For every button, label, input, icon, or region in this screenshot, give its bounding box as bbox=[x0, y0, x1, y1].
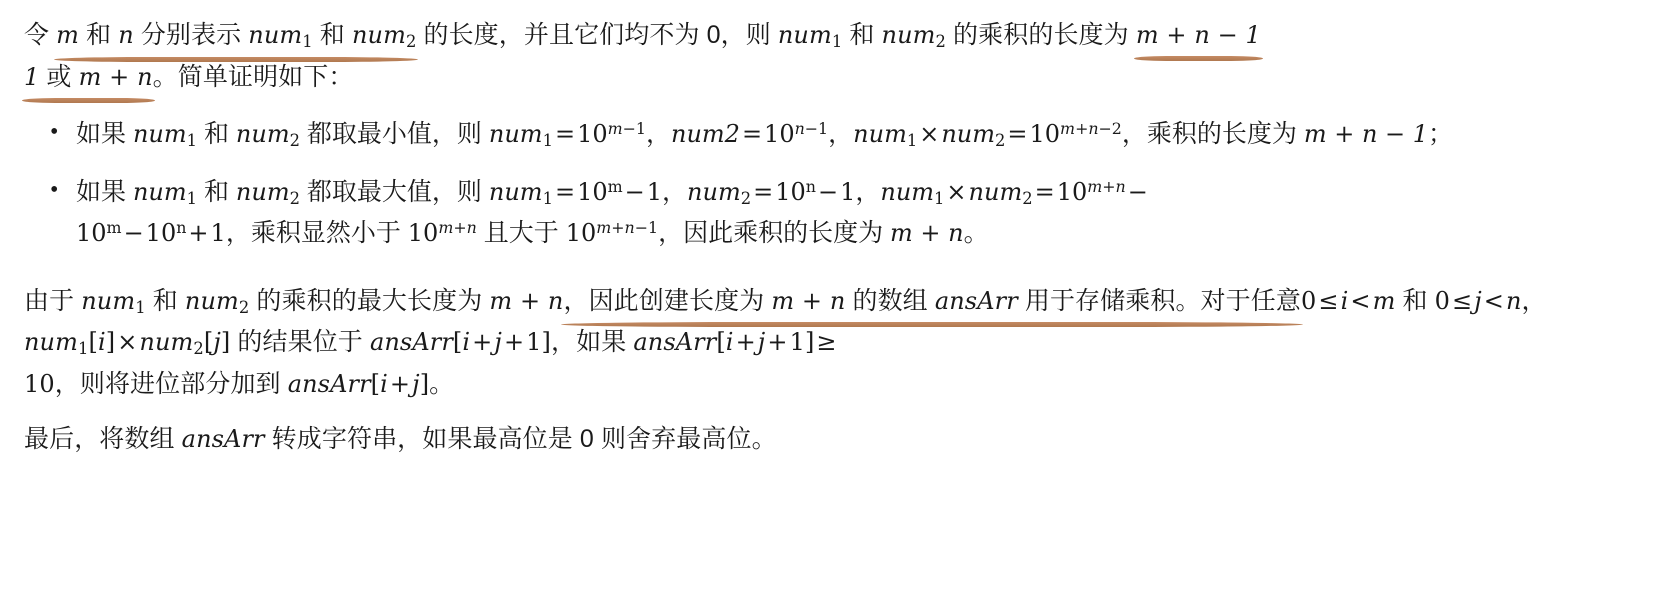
text-run: 的长度，并且它们均不为 0，则 bbox=[416, 21, 778, 49]
text-run: ，如果 bbox=[551, 328, 634, 356]
math-equation-max-num1: $num_1=10^m-1$ bbox=[488, 176, 663, 208]
math-expr-m-plus-n-minus-1: m + n − 1 bbox=[1303, 120, 1429, 148]
math-expr-m-plus-n-minus-1: m + n − 1 bbox=[1135, 21, 1261, 49]
proof-bullet-list bbox=[24, 113, 1630, 254]
text-run: ，乘积的长度为 bbox=[1121, 120, 1304, 148]
text-run: 和 bbox=[79, 21, 119, 49]
exponent-m-plus-n: m+n bbox=[438, 217, 477, 237]
math-num2: num$_2$ bbox=[235, 120, 300, 151]
math-expr-m-plus-n: m + n bbox=[489, 286, 564, 315]
text-run: ， bbox=[828, 120, 854, 148]
math-num1: num$_1$ bbox=[248, 21, 313, 52]
text-run: ， bbox=[645, 120, 671, 148]
math-ten-pow-m-plus-n-minus-1: $10^{m+n-1}$ bbox=[565, 217, 659, 247]
text-run: ，因此乘积的长度为 bbox=[658, 219, 891, 247]
text-run: 如果 bbox=[76, 177, 133, 206]
text-run: ， bbox=[1521, 286, 1547, 315]
math-num1: num$_1$ bbox=[132, 120, 198, 151]
exponent-m: m bbox=[106, 217, 122, 237]
paragraph-2 bbox=[24, 280, 1630, 405]
text-run: ， bbox=[662, 177, 688, 206]
text-run: 和 bbox=[145, 286, 185, 315]
math-equation-max-num2: $num_2=10^n-1$ bbox=[687, 176, 856, 208]
math-num1-i-times-num2-j: num$_1$[i]×num$_2$[j] bbox=[24, 328, 231, 359]
paragraph-3 bbox=[24, 418, 1630, 460]
text-run: 都取最大值，则 bbox=[299, 177, 489, 206]
exponent-m: m bbox=[607, 176, 623, 196]
math-equation-product-min: $num_1\times num_2=10^{m+n-2}$ bbox=[853, 118, 1122, 151]
math-m: m bbox=[56, 21, 80, 49]
text-run: 如果 bbox=[76, 120, 133, 148]
text-run: 和 bbox=[1395, 286, 1435, 315]
text-run: 。简单证明如下： bbox=[152, 62, 354, 91]
math-ten-pow-m-plus-n: $10^{m+n}$ bbox=[407, 217, 477, 247]
highlight-underline-1 bbox=[56, 14, 416, 56]
text-run: 和 bbox=[197, 120, 236, 148]
math-expr-m-plus-n: m + n bbox=[771, 286, 846, 315]
highlight-underline-3 bbox=[24, 56, 153, 98]
math-num2: num$_2$ bbox=[351, 21, 417, 52]
text-run: 和 bbox=[312, 21, 352, 49]
highlight-underline-2 bbox=[1136, 14, 1261, 55]
text-run: 和 bbox=[842, 21, 882, 49]
text-run: 或 bbox=[39, 62, 79, 91]
text-run: 转成字符串，如果最高位是 0 则舍弃最高位。 bbox=[264, 425, 777, 453]
math-num2: num$_2$ bbox=[235, 177, 300, 208]
exponent-m-plus-n-minus-2: m+n−2 bbox=[1060, 118, 1122, 138]
text-run: 最后，将数组 bbox=[24, 425, 182, 453]
math-equation-product-max-cont: $10^m-10^n+1$ bbox=[76, 217, 226, 247]
text-run: 。 bbox=[963, 219, 989, 247]
math-equation-min-num1: $num_1=10^{m-1}$ bbox=[488, 118, 646, 151]
math-ansArr: ansArr bbox=[934, 286, 1018, 315]
paragraph-1 bbox=[24, 14, 1630, 97]
math-ge-10: ≥ bbox=[816, 328, 837, 356]
math-ansArr-index: ansArr[i+j+1] bbox=[369, 328, 551, 356]
text-run: ，因此创建长度为 bbox=[563, 286, 772, 315]
exponent-m-minus-1: m−1 bbox=[607, 118, 646, 138]
text-run: 令 bbox=[24, 21, 57, 49]
text-run: 且大于 bbox=[476, 219, 566, 247]
math-expr-m-plus-n: m + n bbox=[890, 219, 964, 247]
list-item bbox=[76, 113, 1630, 155]
text-run: 分别表示 bbox=[133, 21, 249, 49]
exponent-m-plus-n-minus-1: m+n−1 bbox=[596, 217, 659, 237]
math-range-j: 0≤j<n bbox=[1434, 286, 1522, 315]
exponent-n-minus-1: n−1 bbox=[794, 118, 829, 138]
text-run: 的数组 bbox=[845, 286, 935, 315]
math-num1: num$_1$ bbox=[81, 286, 146, 317]
exponent-n: n bbox=[176, 217, 187, 237]
text-run: 。 bbox=[429, 369, 455, 398]
exponent-m-plus-n: m+n bbox=[1087, 176, 1126, 196]
math-n: n bbox=[118, 21, 134, 49]
text-run: 的乘积的长度为 bbox=[946, 21, 1136, 49]
text-run: ，则将进位部分加到 bbox=[54, 369, 288, 398]
text-run: 的结果位于 bbox=[230, 328, 370, 356]
math-num2: num$_2$ bbox=[881, 21, 947, 52]
math-ansArr: ansArr bbox=[181, 425, 265, 453]
list-item bbox=[76, 171, 1630, 254]
text-run: 用于存储乘积。对于任意 bbox=[1017, 286, 1301, 315]
math-num1: num$_1$ bbox=[132, 177, 198, 208]
math-expr-m-plus-n: m + n bbox=[78, 62, 153, 91]
text-run: 的乘积的最大长度为 bbox=[249, 286, 490, 315]
math-ansArr-index: ansArr[i+j+1] bbox=[633, 328, 815, 356]
text-run: ， bbox=[855, 177, 881, 206]
math-equation-product-max: $num_1\times num_2=10^{m+n}-$ bbox=[880, 176, 1148, 208]
math-one: 1 bbox=[24, 62, 40, 91]
highlight-underline-4 bbox=[563, 280, 1300, 322]
math-num2: num$_2$ bbox=[184, 286, 250, 317]
math-range-i: 0≤i<m bbox=[1300, 286, 1396, 315]
math-equation-min-num2: $num2=10^{n-1}$ bbox=[670, 118, 829, 148]
text-run: 和 bbox=[197, 177, 236, 206]
text-run: 都取最小值，则 bbox=[299, 120, 489, 148]
math-num1: num$_1$ bbox=[777, 21, 843, 52]
text-run: ； bbox=[1428, 120, 1454, 148]
math-ansArr-index-ij: ansArr[i+j] bbox=[287, 369, 430, 398]
text-run: ，乘积显然小于 bbox=[225, 219, 408, 247]
text-run: 由于 bbox=[24, 286, 82, 315]
math-ten: 10 bbox=[24, 369, 55, 398]
exponent-n: n bbox=[805, 176, 816, 196]
